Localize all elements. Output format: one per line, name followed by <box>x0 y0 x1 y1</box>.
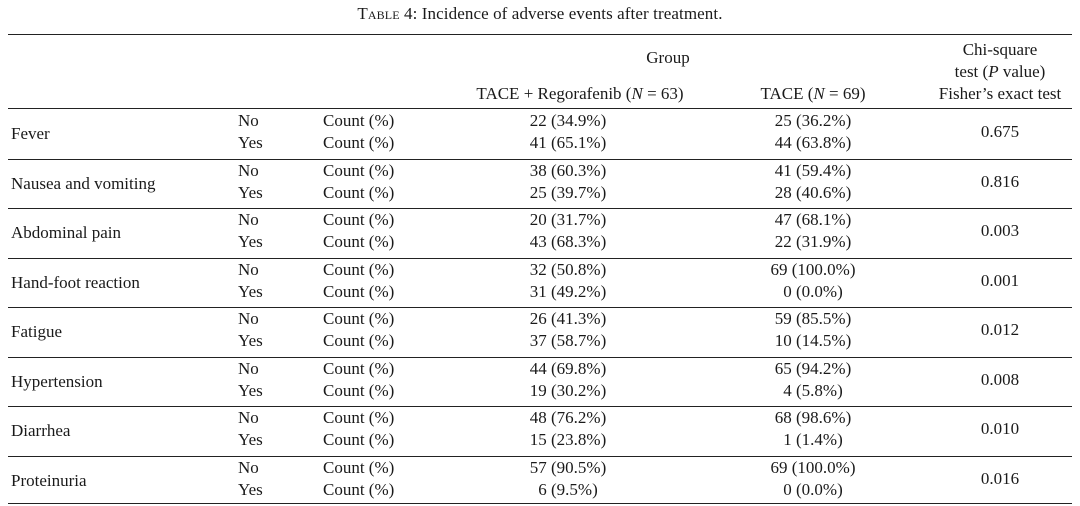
row-label-no: No <box>238 210 259 229</box>
row-p-value: 0.001 <box>980 270 1020 290</box>
row-tace-regorafenib-yes: 15 (23.8%) <box>529 430 607 449</box>
row-label-yes: Yes <box>238 430 263 449</box>
row-p-value: 0.008 <box>980 369 1020 389</box>
row-stat-no: Count (%) <box>323 160 395 180</box>
row-stat-no: Count (%) <box>323 358 395 378</box>
row-label-no: No <box>238 309 259 328</box>
column-header-pvalue-line3: Fisher’s exact test <box>938 84 1062 103</box>
row-tace-no: 59 (85.5%) <box>774 309 852 328</box>
row-label-no: No <box>238 408 259 427</box>
row-label-no: No <box>238 259 259 279</box>
row-stat-yes: Count (%) <box>323 380 395 400</box>
row-tace-regorafenib-no: 20 (31.7%) <box>529 210 607 229</box>
row-p-value: 0.675 <box>980 122 1020 141</box>
row-label-yes: Yes <box>238 281 263 301</box>
row-tace-no: 69 (100.0%) <box>770 457 856 477</box>
row-stat-no: Count (%) <box>323 457 395 477</box>
table-caption-label: Table 4 <box>357 4 413 23</box>
row-tace-yes: 28 (40.6%) <box>774 182 852 202</box>
row-event-name: Abdominal pain <box>11 223 122 242</box>
row-label-no: No <box>238 160 259 180</box>
row-tace-yes: 4 (5.8%) <box>783 380 843 400</box>
row-stat-yes: Count (%) <box>323 232 395 251</box>
row-label-no: No <box>238 111 259 130</box>
row-tace-no: 47 (68.1%) <box>774 210 852 229</box>
row-tace-no: 69 (100.0%) <box>770 259 856 279</box>
row-tace-regorafenib-yes: 6 (9.5%) <box>538 479 598 499</box>
row-label-no: No <box>238 358 259 378</box>
row-label-yes: Yes <box>238 133 263 152</box>
row-stat-no: Count (%) <box>323 408 395 427</box>
column-header-tace: TACE (N = 69) <box>760 84 866 103</box>
row-tace-regorafenib-no: 38 (60.3%) <box>529 160 607 180</box>
row-tace-regorafenib-no: 32 (50.8%) <box>529 259 607 279</box>
row-label-yes: Yes <box>238 479 263 499</box>
row-tace-regorafenib-no: 26 (41.3%) <box>529 309 607 328</box>
row-tace-regorafenib-no: 48 (76.2%) <box>529 408 607 427</box>
row-event-name: Fatigue <box>11 322 62 341</box>
row-event-name: Fever <box>11 124 50 143</box>
row-tace-regorafenib-no: 44 (69.8%) <box>529 358 607 378</box>
row-tace-no: 68 (98.6%) <box>774 408 852 427</box>
row-stat-no: Count (%) <box>323 210 395 229</box>
column-header-tace-regorafenib: TACE + Regorafenib (N = 63) <box>476 84 684 103</box>
row-stat-yes: Count (%) <box>323 182 395 202</box>
row-label-yes: Yes <box>238 182 263 202</box>
row-event-name: Proteinuria <box>11 470 87 490</box>
row-p-value: 0.003 <box>980 221 1020 240</box>
row-event-name: Hypertension <box>11 371 103 391</box>
row-event-name: Diarrhea <box>11 421 71 440</box>
row-tace-yes: 1 (1.4%) <box>783 430 843 449</box>
row-label-yes: Yes <box>238 380 263 400</box>
row-stat-no: Count (%) <box>323 111 395 130</box>
row-tace-yes: 22 (31.9%) <box>774 232 852 251</box>
row-label-yes: Yes <box>238 331 263 350</box>
row-tace-yes: 0 (0.0%) <box>783 281 843 301</box>
row-label-no: No <box>238 457 259 477</box>
table-caption-text: : Incidence of adverse events after treatment. <box>412 4 723 23</box>
row-tace-regorafenib-yes: 31 (49.2%) <box>529 281 607 301</box>
row-stat-yes: Count (%) <box>323 331 395 350</box>
row-tace-regorafenib-no: 57 (90.5%) <box>529 457 607 477</box>
row-stat-no: Count (%) <box>323 259 395 279</box>
row-event-name: Hand-foot reaction <box>11 272 140 292</box>
header-rule <box>8 108 1072 109</box>
group-header: Group <box>646 48 690 67</box>
row-tace-regorafenib-yes: 25 (39.7%) <box>529 182 607 202</box>
row-stat-yes: Count (%) <box>323 281 395 301</box>
row-stat-no: Count (%) <box>323 309 395 328</box>
row-tace-regorafenib-no: 22 (34.9%) <box>529 111 607 130</box>
row-tace-no: 41 (59.4%) <box>774 160 852 180</box>
row-p-value: 0.816 <box>980 171 1020 191</box>
row-tace-yes: 0 (0.0%) <box>783 479 843 499</box>
row-tace-regorafenib-yes: 43 (68.3%) <box>529 232 607 251</box>
table-caption <box>0 4 1080 24</box>
row-tace-yes: 44 (63.8%) <box>774 133 852 152</box>
row-stat-yes: Count (%) <box>323 430 395 449</box>
column-header-pvalue-line2: test (P value) <box>954 62 1046 81</box>
row-tace-regorafenib-yes: 19 (30.2%) <box>529 380 607 400</box>
row-stat-yes: Count (%) <box>323 133 395 152</box>
top-rule <box>8 34 1072 35</box>
row-p-value: 0.016 <box>980 468 1020 488</box>
bottom-rule <box>8 503 1072 504</box>
column-header-pvalue-line1: Chi-square <box>962 40 1038 59</box>
row-tace-regorafenib-yes: 41 (65.1%) <box>529 133 607 152</box>
row-tace-no: 25 (36.2%) <box>774 111 852 130</box>
row-stat-yes: Count (%) <box>323 479 395 499</box>
row-p-value: 0.012 <box>980 320 1020 339</box>
row-p-value: 0.010 <box>980 419 1020 438</box>
row-tace-regorafenib-yes: 37 (58.7%) <box>529 331 607 350</box>
row-event-name: Nausea and vomiting <box>11 173 156 193</box>
row-label-yes: Yes <box>238 232 263 251</box>
row-tace-yes: 10 (14.5%) <box>774 331 852 350</box>
row-tace-no: 65 (94.2%) <box>774 358 852 378</box>
